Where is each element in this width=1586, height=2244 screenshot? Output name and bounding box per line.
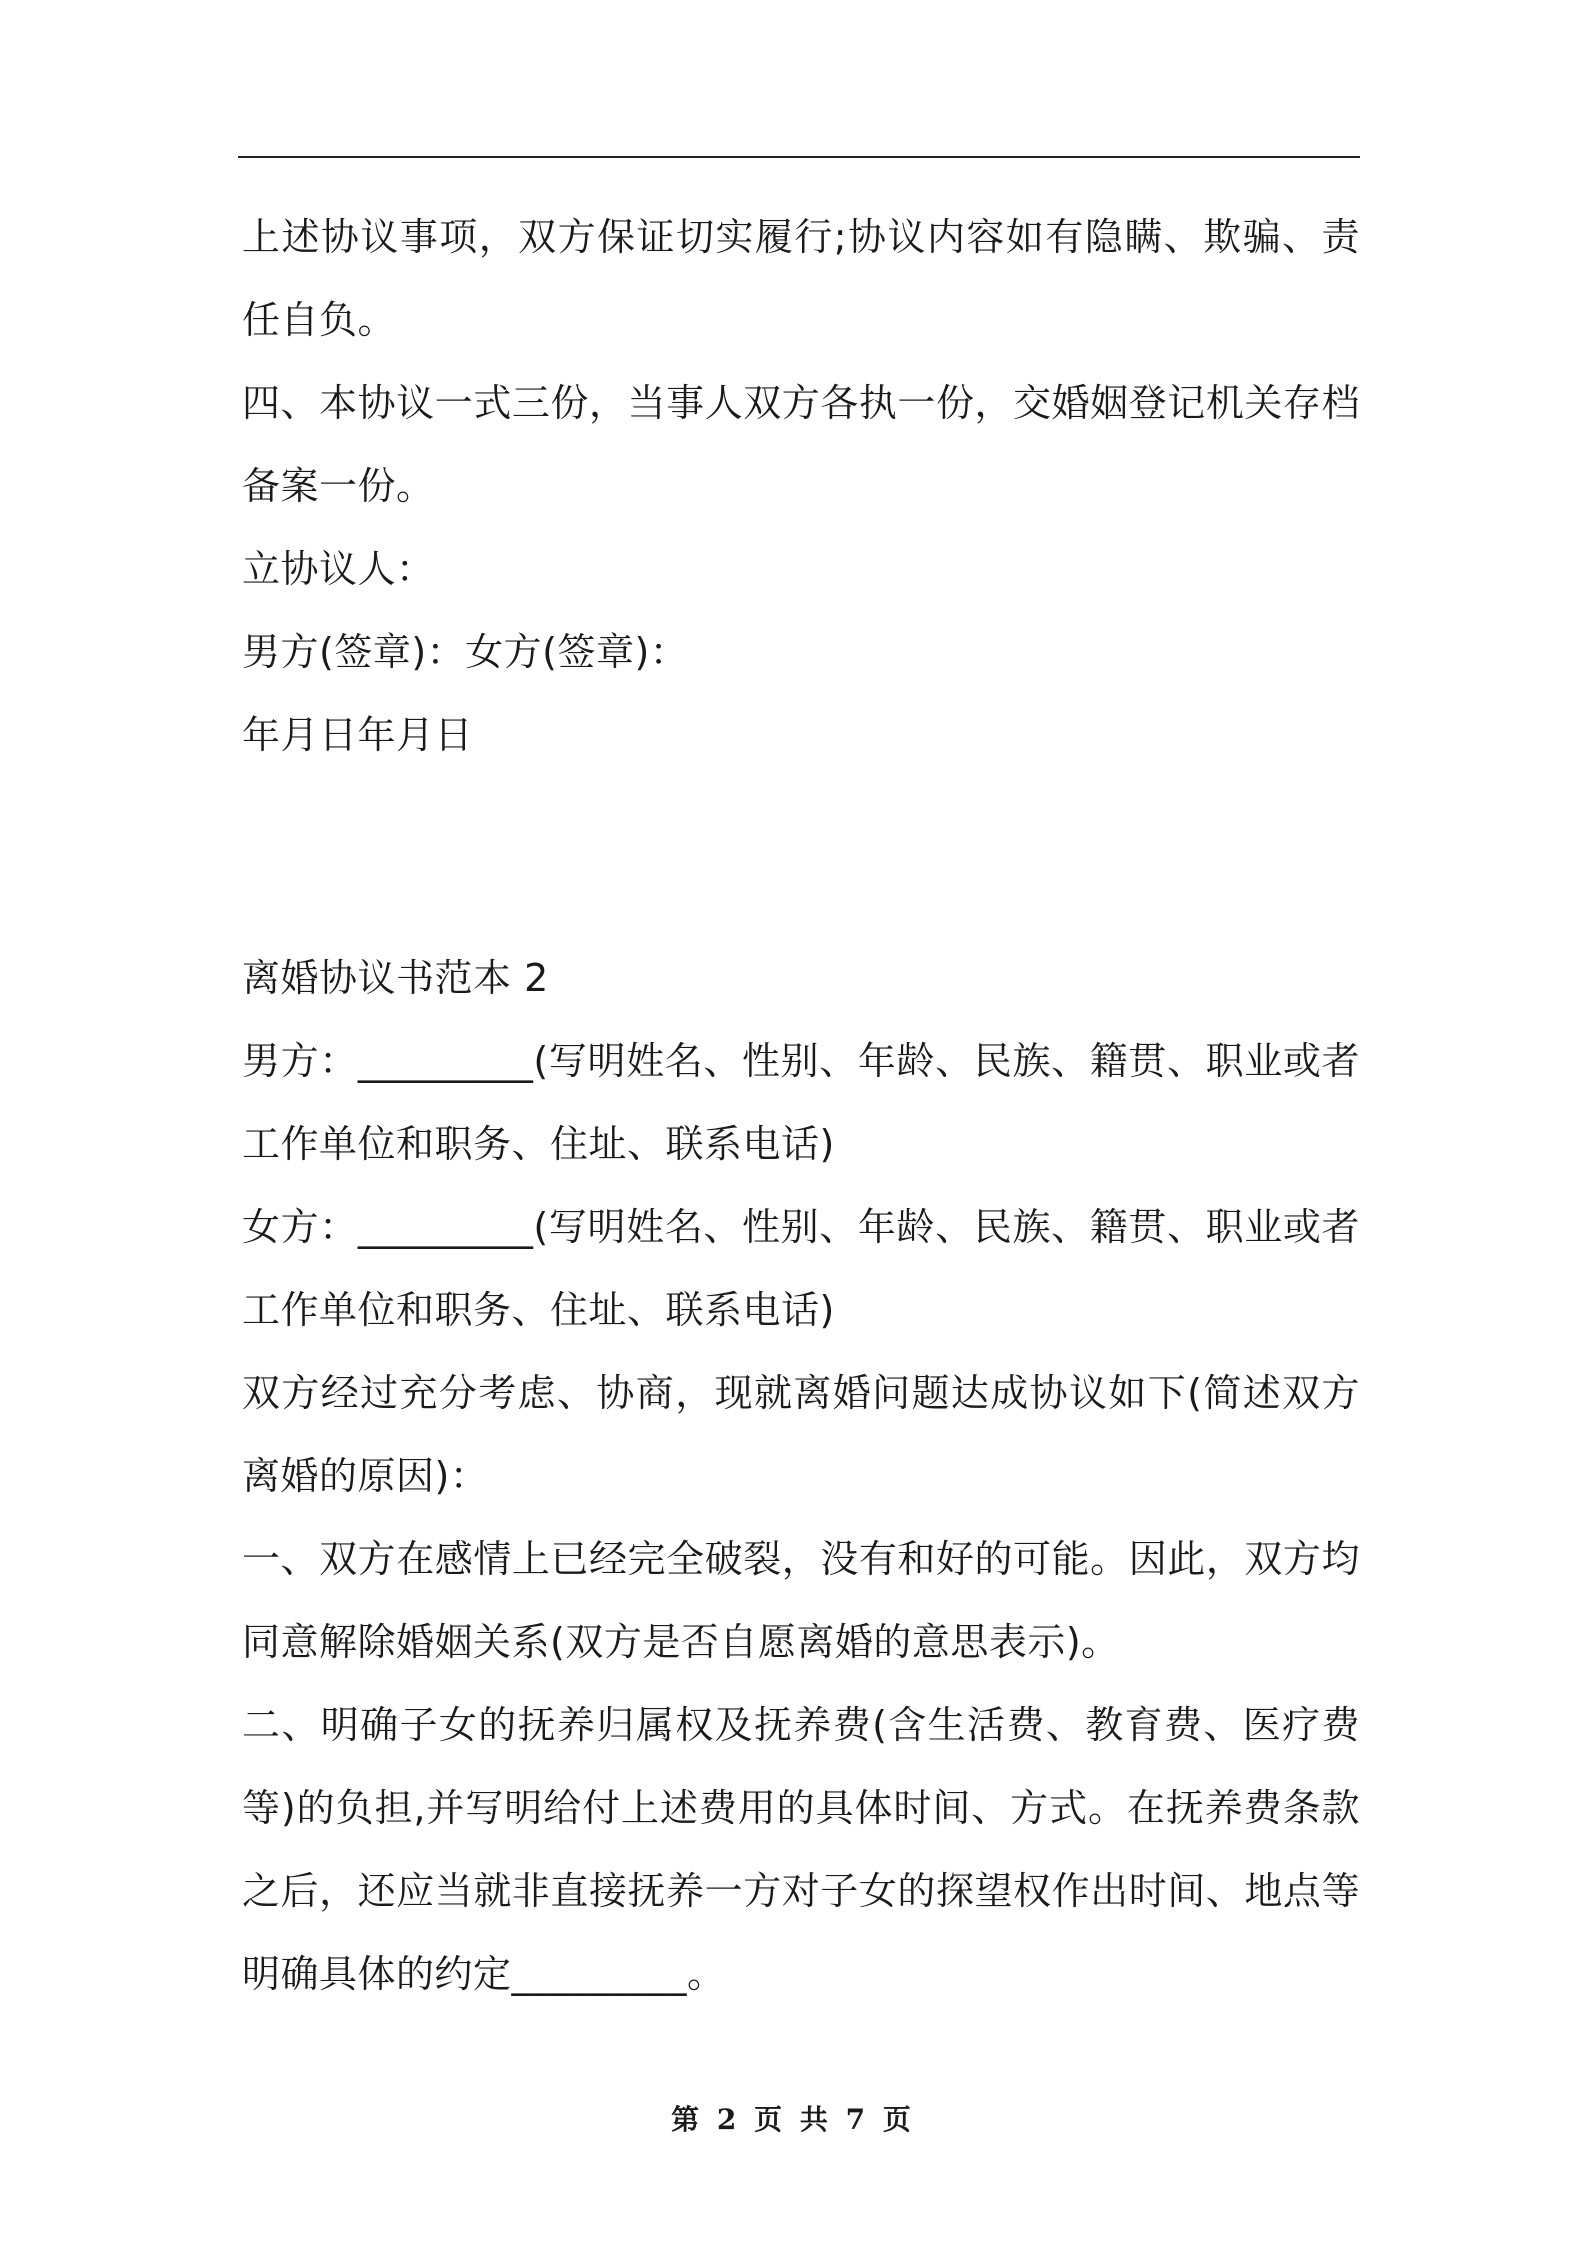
paragraph-performance-clause: 上述协议事项，双方保证切实履行;协议内容如有隐瞒、欺骗、责任自负。 — [242, 215, 1360, 342]
paragraph-copies-clause: 四、本协议一式三份，当事人双方各执一份，交婚姻登记机关存档备案一份。 — [242, 381, 1360, 508]
paragraph-clause-one: 一、双方在感情上已经完全破裂，没有和好的可能。因此，双方均同意解除婚姻关系(双方是否自愿离婚的意思表示)。 — [242, 1537, 1360, 1664]
paragraph-signatures: 男方(签章)：女方(签章)： — [242, 630, 689, 674]
header-divider — [238, 156, 1360, 158]
document-body — [242, 196, 1360, 2016]
paragraph-male-party: 男方：_________(写明姓名、性别、年龄、民族、籍贯、职业或者工作单位和职务、住址、联系电话) — [242, 1039, 1360, 1166]
paragraph-female-party: 女方：_________(写明姓名、性别、年龄、民族、籍贯、职业或者工作单位和职务、住址、联系电话) — [242, 1205, 1360, 1332]
page-indicator: 第 2 页 共 7 页 — [671, 2103, 915, 2136]
paragraph-preamble: 双方经过充分考虑、协商，现就离婚问题达成协议如下(简述双方离婚的原因)： — [242, 1371, 1360, 1498]
paragraph-clause-two: 二、明确子女的抚养归属权及抚养费(含生活费、教育费、医疗费等)的负担,并写明给付上述费用的具体时间、方式。在抚养费条款之后，还应当就非直接抚养一方对子女的探望权作出时间、地点等明确具体的约定_________。 — [242, 1703, 1360, 1996]
section-title: 离婚协议书范本 2 — [242, 956, 549, 1000]
paragraph-signatories: 立协议人： — [242, 547, 435, 591]
section-spacer — [242, 777, 1360, 937]
paragraph-dates: 年月日年月日 — [242, 713, 474, 757]
